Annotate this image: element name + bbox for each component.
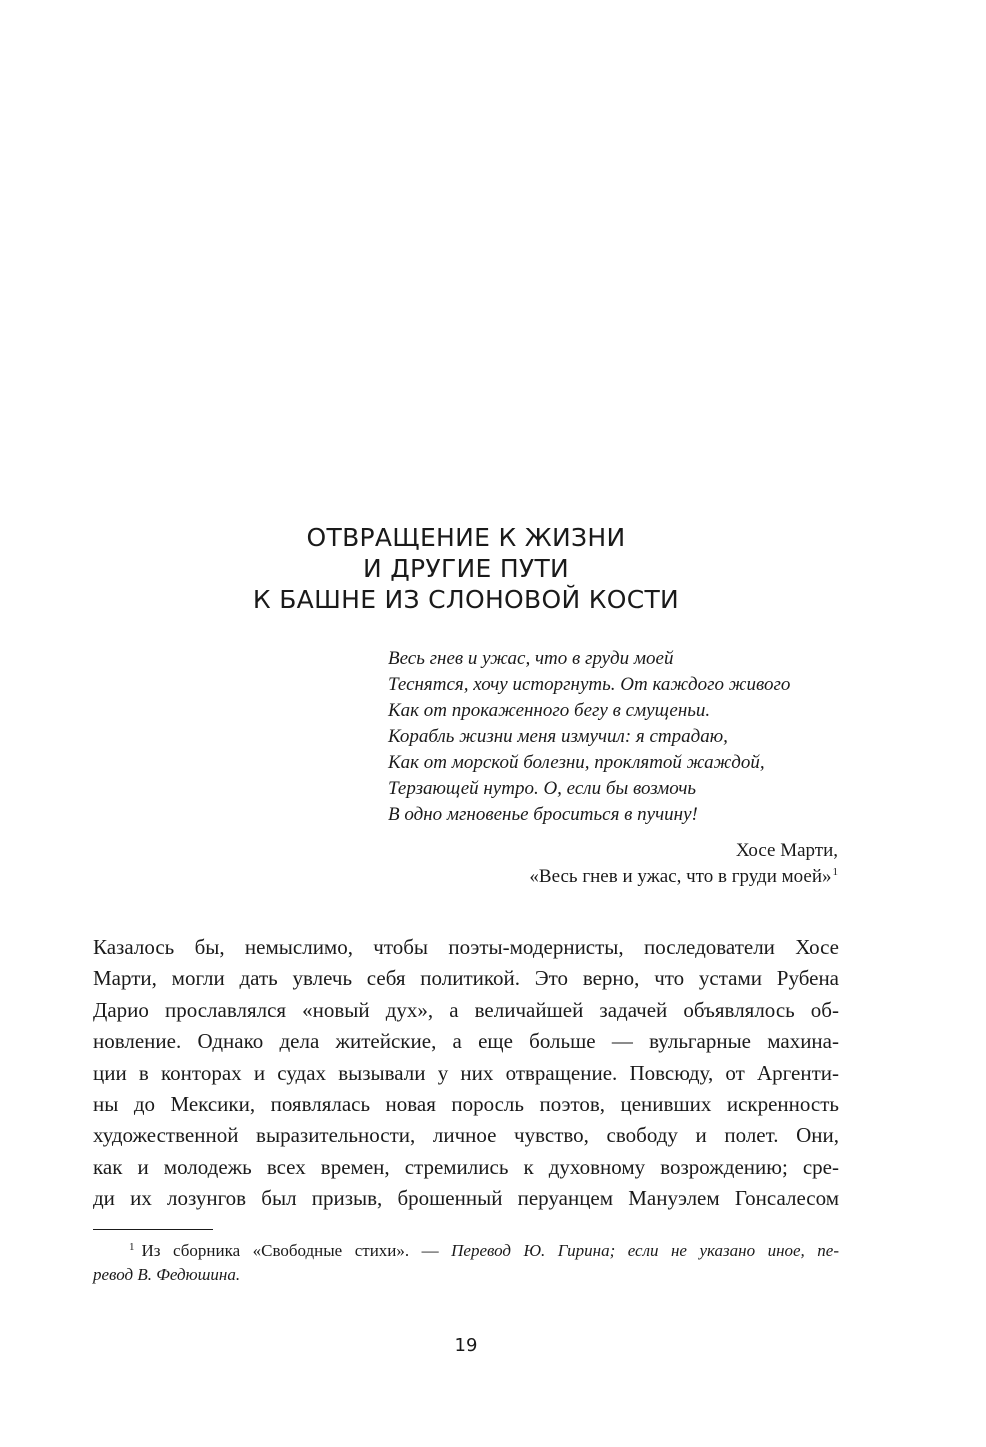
footnote-number: 1 <box>129 1241 135 1253</box>
epigraph-attribution <box>388 838 838 890</box>
page-number: 19 <box>454 1335 478 1356</box>
footnote-line-continued: ревод В. Федюшина. <box>93 1265 241 1284</box>
footnote-divider <box>93 1229 213 1230</box>
body-line: Казалось бы, немыслимо, чтобы поэты-модернисты, последователи Хосе <box>93 935 839 959</box>
chapter-title-line: К БАШНЕ ИЗ СЛОНОВОЙ КОСТИ <box>252 585 680 614</box>
epigraph-line: Терзающей нутро. О, если бы возмочь <box>388 778 697 799</box>
body-line: Дарио прославлялся «новый дух», а величайшей задачей объявлялось об- <box>93 997 839 1022</box>
epigraph-author: Хосе Марти, <box>735 840 838 861</box>
body-line: ции в конторах и судах вызывали у них отвращение. Повсюду, от Аргенти- <box>93 1060 839 1085</box>
body-line: новление. Однако дела житейские, а еще больше — вульгарные махина- <box>93 1029 839 1054</box>
body-line: ди их лозунгов был призыв, брошенный перуанцем Мануэлем Гонсалесом <box>93 1186 839 1211</box>
chapter-title <box>93 522 839 615</box>
footnote-roman-text: Из сборника «Свободные стихи». — <box>141 1241 439 1260</box>
chapter-title-line: ОТВРАЩЕНИЕ К ЖИЗНИ <box>306 523 626 552</box>
epigraph-line: Весь гнев и ужас, что в груди моей <box>388 648 674 669</box>
epigraph-poem <box>388 646 838 828</box>
epigraph-line: В одно мгновенье броситься в пучину! <box>388 804 698 825</box>
epigraph-line: Как от морской болезни, проклятой жаждой, <box>388 752 765 773</box>
epigraph-line: Как от прокаженного бегу в смущеньи. <box>388 700 711 721</box>
footnote-line <box>93 1239 839 1263</box>
epigraph-source-line <box>388 864 838 890</box>
epigraph-line: Теснятся, хочу исторгнуть. От каждого живого <box>388 674 791 695</box>
body-line: художественной выразительности, личное чувство, свободу и полет. Они, <box>93 1123 839 1148</box>
footnote-reference: 1 <box>832 866 838 878</box>
epigraph-source: «Весь гнев и ужас, что в груди моей» <box>529 866 832 887</box>
body-line: как и молодежь всех времен, стремились к духовному возрождению; сре- <box>93 1154 839 1179</box>
footnote-italic-text: Перевод Ю. Гирина; если не указано иное, пе- <box>451 1241 839 1260</box>
chapter-title-line: И ДРУГИЕ ПУТИ <box>362 554 570 583</box>
body-paragraph <box>93 932 839 1215</box>
footnote <box>93 1239 839 1287</box>
body-line: Марти, могли дать увлечь себя политикой. Это верно, что устами Рубена <box>93 966 839 991</box>
body-line: ны до Мексики, появлялась новая поросль поэтов, ценивших искренность <box>93 1091 839 1116</box>
epigraph-line: Корабль жизни меня измучил: я страдаю, <box>388 726 728 747</box>
